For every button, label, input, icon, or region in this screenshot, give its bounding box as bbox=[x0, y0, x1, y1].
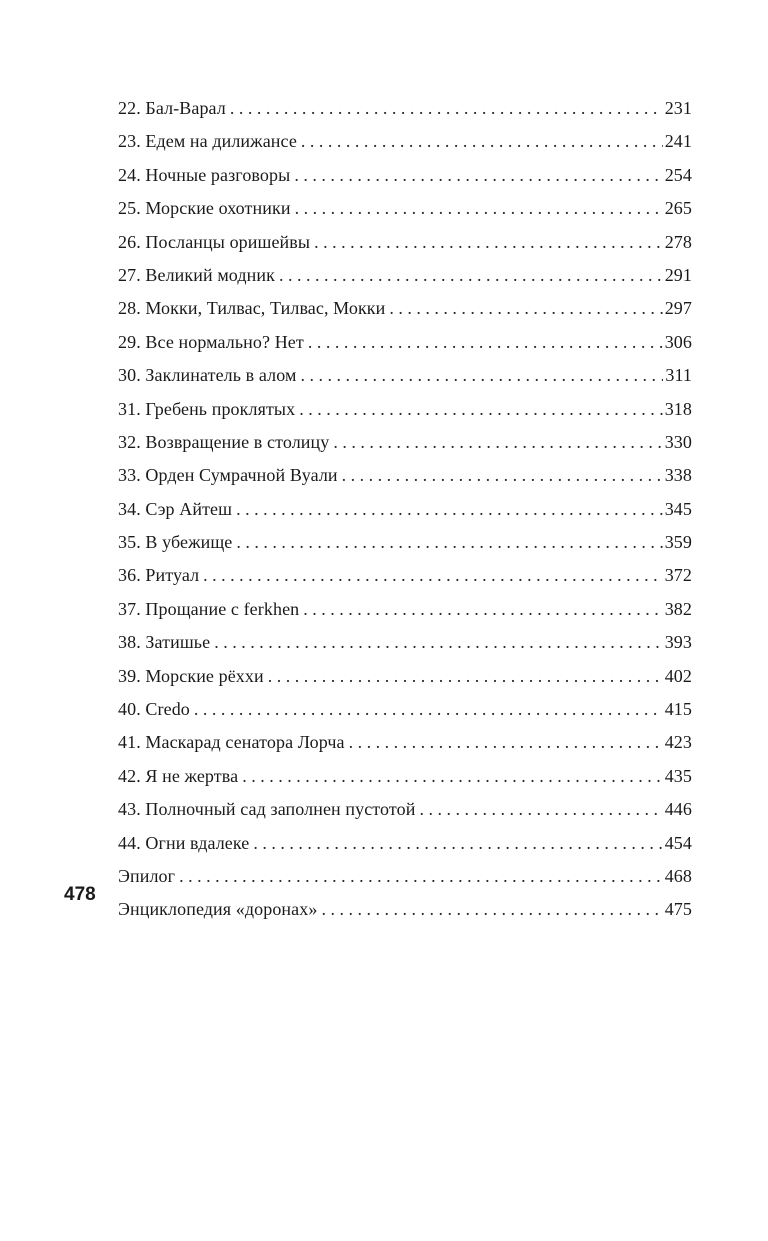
toc-entry-title: 44. Огни вдалеке bbox=[118, 832, 250, 853]
toc-entry-title: 32. Возвращение в столицу bbox=[118, 431, 330, 452]
toc-entry-title: 22. Бал-Варал bbox=[118, 98, 226, 118]
toc-row bbox=[118, 159, 692, 192]
dot-leader bbox=[342, 459, 663, 492]
toc-entry-title: 40. Credo bbox=[118, 699, 190, 720]
toc-row bbox=[118, 626, 692, 659]
toc-row bbox=[118, 660, 692, 693]
toc-row bbox=[118, 226, 692, 259]
toc-entry-page: 423 bbox=[664, 732, 692, 753]
toc-row bbox=[118, 192, 692, 225]
dot-leader bbox=[236, 493, 663, 526]
toc-row bbox=[118, 459, 692, 492]
toc-row bbox=[118, 827, 692, 860]
toc-entry-title: 41. Маскарад сенатора Лорча bbox=[118, 732, 345, 753]
toc-row bbox=[118, 860, 692, 893]
toc-entry-page: 330 bbox=[664, 431, 692, 452]
toc-entry-page: 393 bbox=[664, 632, 692, 653]
dot-leader bbox=[214, 626, 662, 659]
toc-entry-page: 382 bbox=[664, 598, 692, 619]
toc-entry-title: 25. Морские охотники bbox=[118, 198, 291, 219]
toc-entry-page: 435 bbox=[664, 765, 692, 786]
toc-row bbox=[118, 125, 692, 158]
toc-entry-title: Энциклопедия «доронах» bbox=[118, 899, 318, 920]
toc-entry-page: 468 bbox=[664, 865, 692, 886]
table-of-contents bbox=[118, 92, 692, 927]
dot-leader bbox=[279, 259, 663, 292]
toc-entry-page: 415 bbox=[664, 699, 692, 720]
toc-row bbox=[118, 326, 692, 359]
dot-leader bbox=[194, 693, 663, 726]
toc-entry-page: 475 bbox=[664, 899, 692, 920]
dot-leader bbox=[299, 393, 662, 426]
dot-leader bbox=[294, 159, 662, 192]
toc-row bbox=[118, 793, 692, 826]
dot-leader bbox=[314, 226, 663, 259]
dot-leader bbox=[295, 192, 663, 225]
toc-row bbox=[118, 493, 692, 526]
toc-entry-title: 24. Ночные разговоры bbox=[118, 164, 291, 185]
toc-entry-title: Эпилог bbox=[118, 865, 176, 886]
toc-entry-page: 306 bbox=[664, 331, 692, 352]
toc-entry-page: 338 bbox=[664, 465, 692, 486]
toc-entry-title: 26. Посланцы оришейвы bbox=[118, 231, 311, 252]
toc-entry-title: 27. Великий модник bbox=[118, 264, 275, 285]
toc-entry-page: 278 bbox=[664, 231, 692, 252]
toc-entry-page: 318 bbox=[664, 398, 692, 419]
toc-entry-page: 345 bbox=[664, 498, 692, 519]
toc-row bbox=[118, 292, 692, 325]
dot-leader bbox=[179, 860, 663, 893]
toc-entry-title: 29. Все нормально? Нет bbox=[118, 331, 304, 352]
toc-entry-title: 28. Мокки, Тилвас, Тилвас, Мокки bbox=[118, 298, 386, 319]
toc-row bbox=[118, 259, 692, 292]
toc-row bbox=[118, 760, 692, 793]
toc-entry-page: 254 bbox=[664, 164, 692, 185]
toc-entry-page: 297 bbox=[664, 298, 692, 319]
dot-leader bbox=[300, 359, 663, 392]
toc-entry-title: 42. Я не жертва bbox=[118, 765, 239, 786]
toc-entry-page: 291 bbox=[664, 264, 692, 285]
toc-row bbox=[118, 393, 692, 426]
dot-leader bbox=[230, 92, 663, 125]
toc-row bbox=[118, 693, 692, 726]
toc-entry-title: 36. Ритуал bbox=[118, 565, 200, 586]
toc-entry-title: 39. Морские рёххи bbox=[118, 665, 264, 686]
dot-leader bbox=[419, 793, 662, 826]
toc-entry-page: 454 bbox=[664, 832, 692, 853]
dot-leader bbox=[321, 893, 662, 926]
toc-entry-page: 359 bbox=[664, 532, 692, 553]
toc-row bbox=[118, 92, 692, 125]
dot-leader bbox=[242, 760, 662, 793]
toc-entry-title: 37. Прощание с ferkhen bbox=[118, 598, 300, 619]
toc-entry-page: 372 bbox=[664, 565, 692, 586]
toc-entry-title: 35. В убежище bbox=[118, 532, 233, 553]
toc-entry-page: 446 bbox=[664, 799, 692, 820]
toc-row bbox=[118, 593, 692, 626]
toc-entry-title: 43. Полночный сад заполнен пустотой bbox=[118, 799, 416, 820]
page-number: 478 bbox=[64, 884, 96, 905]
toc-entry-page: 402 bbox=[664, 665, 692, 686]
toc-entry-title: 34. Сэр Айтеш bbox=[118, 498, 233, 519]
toc-entry-title: 30. Заклинатель в алом bbox=[118, 365, 297, 386]
dot-leader bbox=[253, 827, 662, 860]
toc-entry-page: 311 bbox=[665, 365, 692, 386]
toc-row bbox=[118, 526, 692, 559]
toc-row bbox=[118, 726, 692, 759]
toc-entry-title: 23. Едем на дилижансе bbox=[118, 131, 297, 152]
dot-leader bbox=[333, 426, 662, 459]
dot-leader bbox=[268, 660, 663, 693]
toc-row bbox=[118, 893, 692, 926]
dot-leader bbox=[389, 292, 662, 325]
toc-entry-title: 33. Орден Сумрачной Вуали bbox=[118, 465, 338, 486]
toc-row bbox=[118, 426, 692, 459]
toc-entry-page: 241 bbox=[664, 131, 692, 152]
toc-entry-title: 31. Гребень проклятых bbox=[118, 398, 296, 419]
dot-leader bbox=[236, 526, 662, 559]
dot-leader bbox=[308, 326, 663, 359]
dot-leader bbox=[303, 593, 662, 626]
dot-leader bbox=[301, 125, 663, 158]
toc-row bbox=[118, 559, 692, 592]
toc-entry-title: 38. Затишье bbox=[118, 632, 211, 653]
toc-entry-page: 231 bbox=[664, 98, 692, 118]
dot-leader bbox=[203, 559, 663, 592]
toc-entry-page: 265 bbox=[664, 198, 692, 219]
toc-row bbox=[118, 359, 692, 392]
dot-leader bbox=[349, 726, 663, 759]
